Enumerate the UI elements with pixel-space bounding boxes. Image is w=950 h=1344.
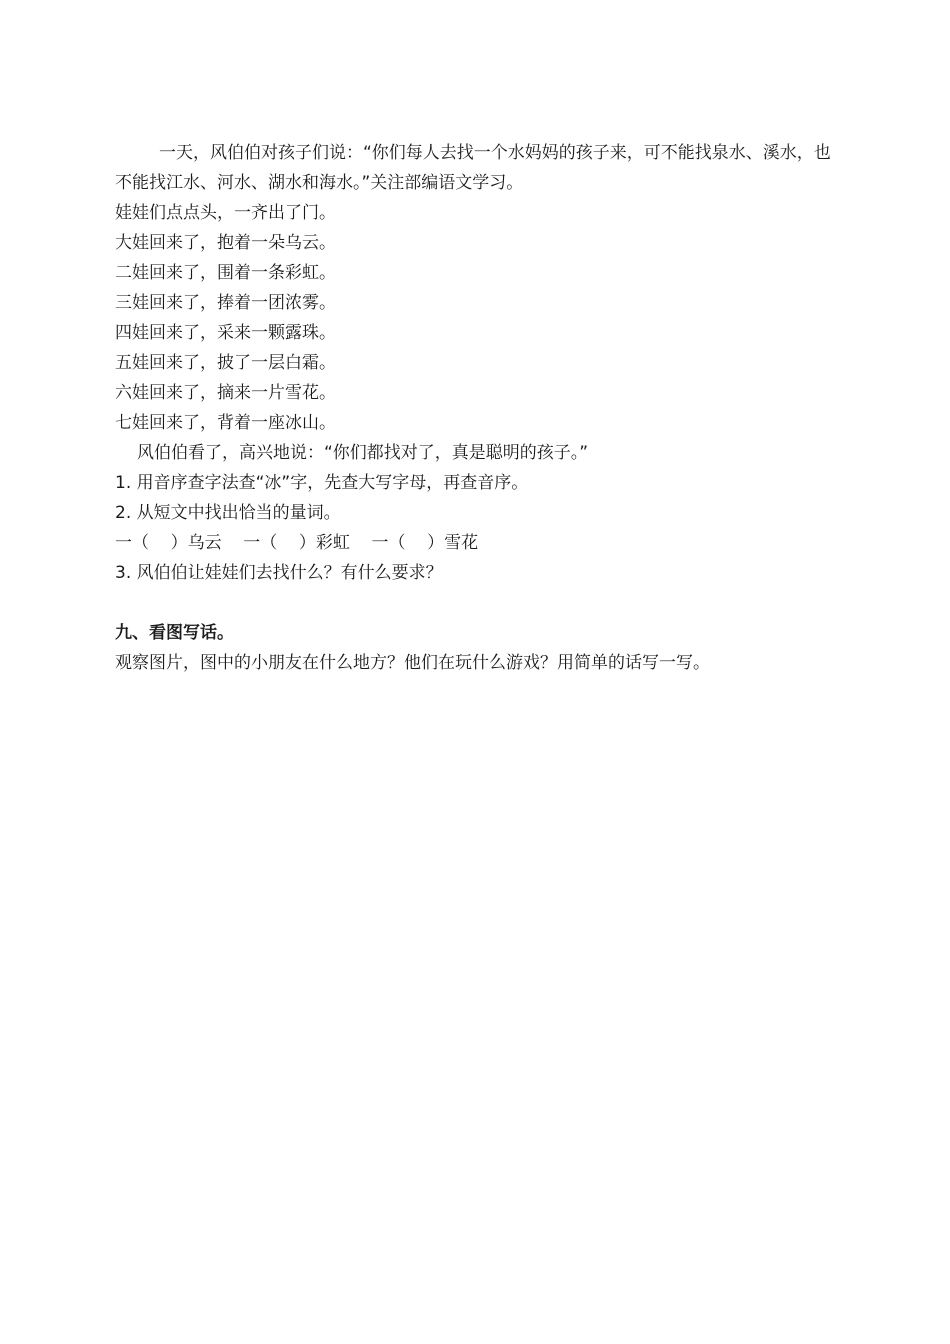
story-line-3: 二娃回来了，围着一条彩虹。	[115, 263, 336, 283]
story-line-7: 六娃回来了，摘来一片雪花。	[115, 383, 336, 403]
story-line-5: 四娃回来了，采来一颗露珠。	[115, 323, 336, 343]
story-closing: 风伯伯看了，高兴地说：“你们都找对了，真是聪明的孩子。”	[137, 443, 589, 463]
story-line-6: 五娃回来了，披了一层白霜。	[115, 353, 336, 373]
section-9-prompt: 观察图片，图中的小朋友在什么地方？他们在玩什么游戏？用简单的话写一写。	[115, 653, 710, 673]
section-9-title: 九、看图写话。	[115, 623, 234, 643]
story-opening-paragraph: 一天，风伯伯对孩子们说：“你们每人去找一个水妈妈的孩子来，可不能找泉水、溪水，也不能找江水、河水、湖水和海水。”关注部编语文学习。	[115, 143, 831, 193]
question-3: 3. 风伯伯让娃娃们去找什么？有什么要求？	[115, 563, 443, 583]
story-line-4: 三娃回来了，捧着一团浓雾。	[115, 293, 336, 313]
story-line-2: 大娃回来了，抱着一朵乌云。	[115, 233, 336, 253]
question-2-fill-in: 一（ ）乌云 一（ ）彩虹 一（ ）雪花	[115, 533, 479, 553]
story-line-1: 娃娃们点点头，一齐出了门。	[115, 203, 336, 223]
story-line-8: 七娃回来了，背着一座冰山。	[115, 413, 336, 433]
question-2: 2. 从短文中找出恰当的量词。	[115, 503, 341, 523]
question-1: 1. 用音序查字法查“冰”字，先查大写字母，再查音序。	[115, 473, 529, 493]
document-page	[115, 138, 835, 678]
section-spacer	[115, 588, 835, 618]
